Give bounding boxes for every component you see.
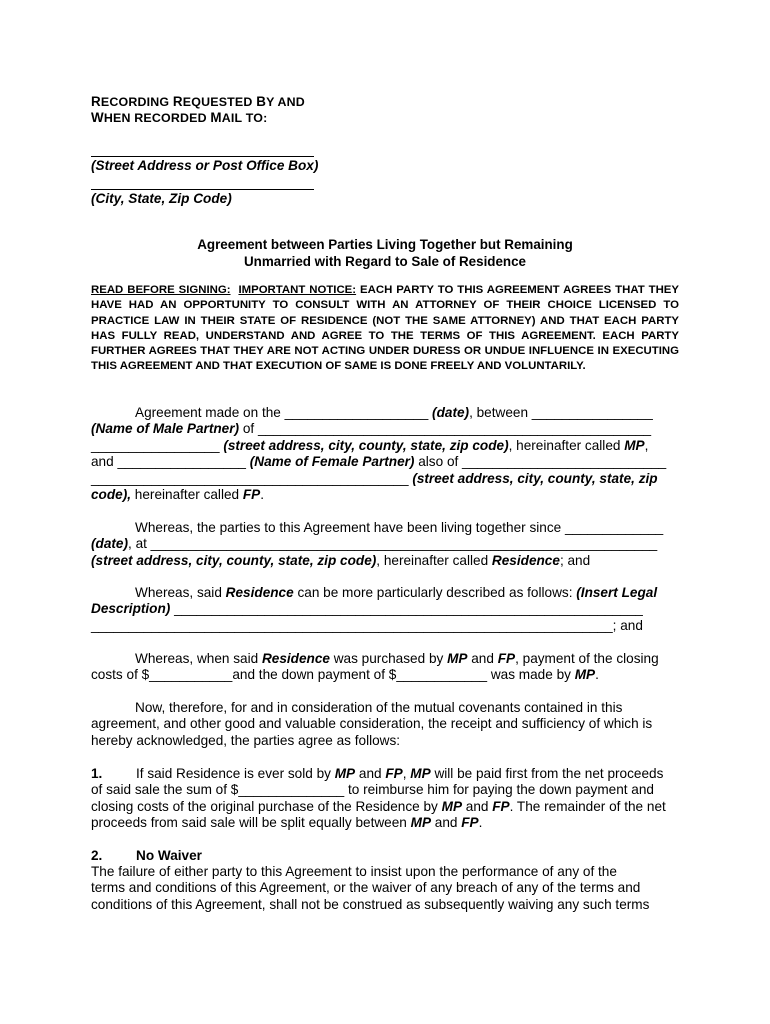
whereas-living-together-line-3: (street address, city, county, state, zip code), hereinafter called Residence; and xyxy=(91,553,591,568)
section-1-line-1: 1. If said Residence is ever sold by MP and FP, MP will be paid first from the net proceeds xyxy=(91,766,664,781)
important-notice xyxy=(91,283,679,375)
notice-text: EACH PARTY TO THIS AGREEMENT AGREES THAT THEY HAVE HAD AN OPPORTUNITY TO CONSULT WITH AN ATTORNEY OF THEIR CHOICE LICENSED TO PRACTICE LAW IN THEIR STATE OF RESIDENCE (NOT THE SAME ATTORNEY) AND THAT EACH PARTY HAS FULLY READ, UNDERSTAND AND AGREE TO THE TERMS OF THIS AGREEMENT. EACH PARTY FURTHER AGREES THAT THEY ARE NOT ACTING UNDER DURESS OR UNDUE INFLUENCE IN EXECUTING THIS AGREEMENT AND THAT EXECUTION OF SAME IS DONE FREELY AND VOLUNTARILY. xyxy=(91,284,679,373)
section-2-heading: 2. No Waiver xyxy=(91,848,202,863)
city-state-label: (City, State, Zip Code) xyxy=(91,191,232,206)
agreement-line-1: Agreement made on the ___________________ (date), between ________________ xyxy=(135,405,653,420)
street-address-blank xyxy=(91,156,314,157)
whereas-residence-line-3: _____________________________________________________________________; and xyxy=(91,618,643,633)
whereas-living-together-line-2: (date), at ___________________________________________________________________ xyxy=(91,536,658,551)
city-state-blank xyxy=(91,189,314,190)
agreement-line-5: __________________________________________ (street address, city, county, state, zip xyxy=(91,471,658,486)
section-2-line-3: conditions of this Agreement, shall not be construed as subsequently waiving any such terms xyxy=(91,897,650,912)
street-address-label: (Street Address or Post Office Box) xyxy=(91,158,319,173)
section-1-line-3: closing costs of the original purchase of the Residence by MP and FP. The remainder of the net xyxy=(91,799,666,814)
section-1-number: 1. xyxy=(91,766,103,781)
document-title-line-1: Agreement between Parties Living Together but Remaining xyxy=(197,237,573,252)
read-before-signing-label: READ BEFORE SIGNING: xyxy=(91,284,231,296)
section-2-line-1: The failure of either party to this Agreement to insist upon the performance of any of the xyxy=(91,864,617,879)
section-2-line-2: terms and conditions of this Agreement, or the waiver of any breach of any of the terms and xyxy=(91,880,641,895)
whereas-residence-line-1: Whereas, said Residence can be more particularly described as follows: (Insert Legal xyxy=(135,585,658,600)
agreement-line-4: and _________________ (Name of Female Partner) also of ___________________________ xyxy=(91,454,667,469)
section-1-line-4: proceeds from said sale will be split equally between MP and FP. xyxy=(91,815,483,830)
whereas-purchase-line-2: costs of $___________and the down payment of $____________ was made by MP. xyxy=(91,667,599,682)
whereas-residence-line-2: Description) ______________________________________________________________ xyxy=(91,601,643,616)
agreement-line-6: code), hereinafter called FP. xyxy=(91,487,265,502)
when-recorded-line: WHEN RECORDED MAIL TO: xyxy=(91,110,268,125)
agreement-line-3: _________________ (street address, city, county, state, zip code), hereinafter called MP, xyxy=(91,438,649,453)
agreement-line-2: (Name of Male Partner) of ____________________________________________________ xyxy=(91,421,652,436)
whereas-living-together-line-1: Whereas, the parties to this Agreement have been living together since _____________ xyxy=(135,520,664,535)
section-1-line-2: of said sale the sum of $______________ to reimburse him for paying the down payment and xyxy=(91,782,654,797)
important-notice-label: IMPORTANT NOTICE: xyxy=(238,284,357,296)
now-therefore-line-1: Now, therefore, for and in consideration of the mutual covenants contained in this xyxy=(135,700,623,715)
document-title-line-2: Unmarried with Regard to Sale of Residence xyxy=(243,254,526,269)
now-therefore-line-2: agreement, and other good and valuable consideration, the receipt and sufficiency of which is xyxy=(91,716,653,731)
now-therefore-line-3: hereby acknowledged, the parties agree as follows: xyxy=(91,733,401,748)
recording-requested-line: RECORDING REQUESTED BY AND xyxy=(91,94,305,109)
whereas-purchase-line-1: Whereas, when said Residence was purchased by MP and FP, payment of the closing xyxy=(135,651,659,666)
section-2-number: 2. xyxy=(91,848,103,863)
